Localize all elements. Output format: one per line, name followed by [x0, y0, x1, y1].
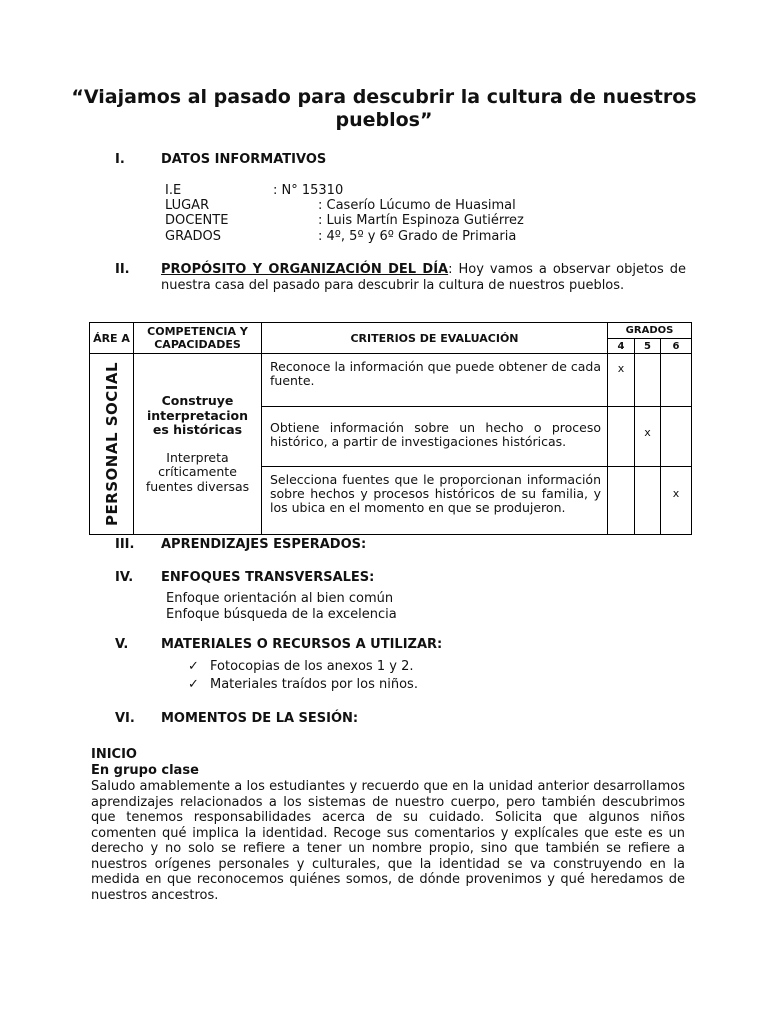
info-grados-value: : 4º, 5º y 6º Grado de Primaria — [318, 229, 517, 244]
section-datos-informativos — [115, 152, 515, 168]
material-label: Fotocopias de los anexos 1 y 2. — [210, 659, 414, 674]
mark-cell — [635, 467, 661, 535]
area-label: PERSONAL SOCIAL — [102, 361, 121, 527]
criterio-cell: Selecciona fuentes que le proporcionan información sobre hechos y procesos históricos de su familia, y los ubica en el momento en que se produjeron. — [262, 467, 608, 535]
mark-cell — [608, 467, 635, 535]
header-grado-6: 6 — [661, 339, 692, 354]
info-ie-label: I.E — [165, 183, 182, 198]
section-label: APRENDIZAJES ESPERADOS: — [161, 537, 367, 552]
mark-cell: x — [608, 354, 635, 407]
section-number: I. — [115, 152, 125, 167]
info-grados-label: GRADOS — [165, 229, 221, 244]
document-title: “Viajamos al pasado para descubrir la cultura de nuestros pueblos” — [71, 86, 697, 131]
criterio-cell: Reconoce la información que puede obtener de cada fuente. — [262, 354, 608, 407]
section-number: IV. — [115, 570, 134, 585]
section-label: DATOS INFORMATIVOS — [161, 152, 327, 167]
mark-cell — [635, 354, 661, 407]
header-competencia: COMPETENCIA Y CAPACIDADES — [134, 323, 262, 354]
section-number: VI. — [115, 711, 135, 726]
mark-cell: x — [635, 407, 661, 467]
inicio-paragraph: Saludo amablemente a los estudiantes y recuerdo que en la unidad anterior desarrollamos aprendizajes relacionados a los sistemas de nuestro cuerpo, pero también descubrimos que tenemos responsabilidades acerca de su cuidado. Solicita que algunos niños comenten qué implica la identidad. Recoge sus comentarios y explícales que este es un derecho y no solo se refiere a tener un nombre propio, sino que también se refiere a nuestros orígenes personales y culturales, que la identidad se va construyendo en la medida en que reconocemos quiénes somos, de dónde provenimos y qué heredamos de nuestros ancestros. — [91, 779, 685, 903]
section-label: PROPÓSITO Y ORGANIZACIÓN DEL DÍA — [161, 262, 449, 277]
inicio-heading: INICIO — [91, 747, 137, 762]
material-label: Materiales traídos por los niños. — [210, 677, 418, 692]
section-proposito — [161, 262, 686, 293]
section-number: II. — [115, 262, 130, 277]
section-aprendizajes — [115, 537, 515, 553]
section-materiales — [115, 637, 565, 653]
section-number: III. — [115, 537, 135, 552]
info-ie-value: : N° 15310 — [273, 183, 344, 198]
section-momentos — [115, 711, 515, 727]
area-cell — [90, 354, 134, 535]
mark-cell — [608, 407, 635, 467]
section-label: MOMENTOS DE LA SESIÓN: — [161, 711, 359, 726]
proposito-text: : Hoy vamos a observar objetos de nuestra casa del pasado para descubrir la cultura de nuestros pueblos. — [161, 262, 686, 293]
section-enfoques — [115, 570, 515, 586]
section-label: ENFOQUES TRANSVERSALES: — [161, 570, 375, 585]
check-icon: ✓ — [188, 659, 199, 674]
competencia-label: Construye interpretacion es históricas — [147, 393, 248, 437]
header-grado-4: 4 — [608, 339, 635, 354]
enfoque-item: Enfoque búsqueda de la excelencia — [166, 607, 397, 622]
section-proposito-number — [115, 262, 161, 278]
enfoque-item: Enfoque orientación al bien común — [166, 591, 394, 606]
section-label: MATERIALES O RECURSOS A UTILIZAR: — [161, 637, 443, 652]
header-area: ÁRE A — [90, 323, 134, 354]
capacidad-label: Interpreta críticamente fuentes diversas — [145, 449, 250, 494]
mark-cell: x — [661, 467, 692, 535]
evaluation-table — [89, 322, 692, 535]
header-grado-5: 5 — [635, 339, 661, 354]
grupo-heading: En grupo clase — [91, 763, 199, 778]
header-grados: GRADOS — [608, 323, 692, 339]
info-docente-label: DOCENTE — [165, 213, 229, 228]
section-number: V. — [115, 637, 129, 652]
criterio-cell: Obtiene información sobre un hecho o proceso histórico, a partir de investigaciones históricas. — [262, 407, 608, 467]
table-row — [90, 354, 692, 407]
info-lugar-value: : Caserío Lúcumo de Huasimal — [318, 198, 516, 213]
material-item — [188, 677, 418, 693]
material-item — [188, 659, 413, 675]
mark-cell — [661, 354, 692, 407]
check-icon: ✓ — [188, 677, 199, 692]
header-criterios: CRITERIOS DE EVALUACIÓN — [262, 323, 608, 354]
competencia-cell — [134, 354, 262, 535]
info-docente-value: : Luis Martín Espinoza Gutiérrez — [318, 213, 524, 228]
mark-cell — [661, 407, 692, 467]
info-lugar-label: LUGAR — [165, 198, 210, 213]
